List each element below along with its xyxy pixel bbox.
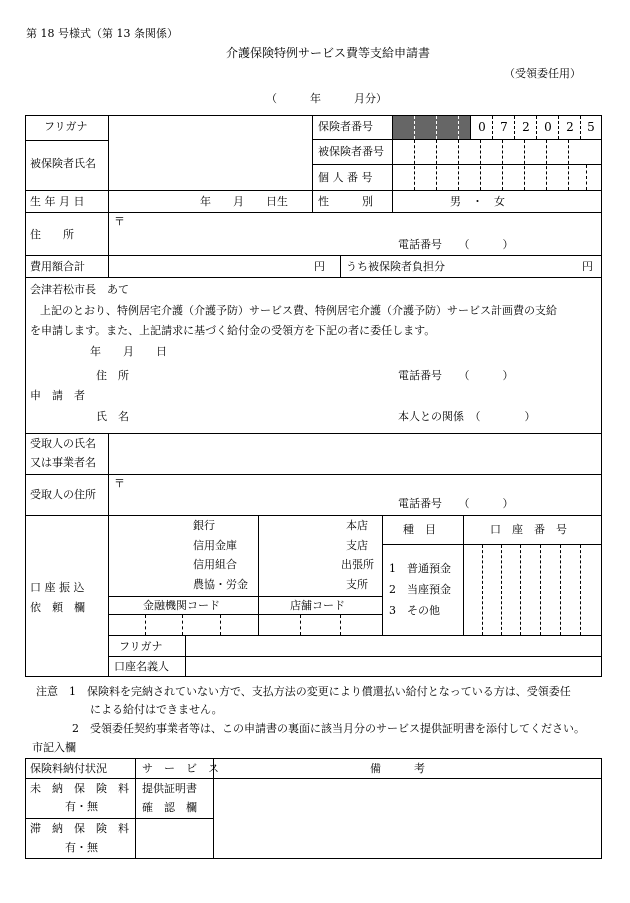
holder-name-label: 口座名義人 [114, 660, 169, 673]
note-1-line2: による給付はできません。 [90, 703, 223, 716]
remarks-label: 備 考 [370, 762, 425, 775]
kind-ordinary: 1 普通預金 [389, 562, 451, 575]
bank-type-bank: 銀行 [193, 519, 215, 532]
insured-name-label: 被保険者氏名 [30, 157, 96, 170]
delinquent-label: 滞 納 保 険 料 [30, 822, 129, 835]
insured-number-label: 被保険者番号 [318, 145, 384, 158]
application-date: 年 月 日 [90, 345, 167, 358]
recipient-name-label-1: 受取人の氏名 [30, 437, 96, 450]
insurer-digit: 2 [522, 120, 530, 134]
period: （ 年 月分） [266, 92, 387, 105]
recipient-name-label-2: 又は事業者名 [30, 456, 96, 469]
application-body-line2: を申請します。また、上記請求に基づく給付金の受領方を下記の者に委任します。 [30, 324, 436, 337]
service-label: サ ー ビ ス [142, 762, 219, 775]
applicant-name-label: 氏 名 [96, 410, 129, 423]
furigana-label: フリガナ [44, 120, 88, 133]
form-subtitle: （受領委任用） [504, 67, 581, 80]
insurer-digit: 7 [500, 120, 508, 134]
phone-label: 電話番号 （ ） [398, 238, 514, 251]
unpaid-label: 未 納 保 険 料 [30, 782, 129, 795]
city-section-label: 市記入欄 [32, 741, 76, 754]
cost-yen: 円 [314, 260, 325, 273]
cost-total-label: 費用額合計 [30, 260, 85, 273]
bank-code-label: 金融機関コード [143, 599, 220, 612]
delinquent-value: 有・無 [65, 841, 98, 854]
insurer-digit: 5 [587, 120, 595, 134]
bank-type-shinkin: 信用金庫 [193, 539, 237, 552]
birth-value: 年 月 日生 [200, 195, 288, 208]
premium-status-label: 保険料納付状況 [30, 762, 107, 775]
branch-type-office: 支所 [346, 578, 368, 591]
address-label: 住 所 [30, 228, 74, 241]
addressee: 会津若松市長 あて [30, 283, 129, 296]
applicant-phone-label: 電話番号 （ ） [398, 369, 514, 382]
applicant-label: 申 請 者 [30, 389, 85, 402]
postal-mark: 〒 [114, 215, 125, 228]
sex-value: 男 ・ 女 [450, 195, 505, 208]
recipient-postal-mark: 〒 [114, 477, 125, 490]
branch-type-branch: 支店 [346, 539, 368, 552]
sex-label: 性 別 [318, 195, 373, 208]
insurer-number-label: 保険者番号 [318, 120, 373, 133]
kind-other: 3 その他 [389, 604, 440, 617]
applicant-address-label: 住 所 [96, 369, 129, 382]
bank-section-label-1: 口 座 振 込 [30, 581, 85, 594]
copay-label: うち被保険者負担分 [346, 260, 445, 273]
copay-yen: 円 [582, 260, 593, 273]
birth-label: 生 年 月 日 [30, 195, 85, 208]
kind-current: 2 当座預金 [389, 583, 451, 596]
branch-type-sub: 出張所 [341, 558, 374, 571]
bank-type-nokyo: 農協・労金 [193, 578, 248, 591]
confirm-label: 確 認 欄 [142, 801, 197, 814]
branch-type-main: 本店 [346, 519, 368, 532]
insurer-digit: 0 [544, 120, 552, 134]
kind-label: 種 目 [403, 523, 436, 536]
note-2: 2 受領委任契約事業者等は、この申請書の裏面に該当月分のサービス提供証明書を添付してください。 [72, 722, 585, 735]
relation-label: 本人との関係 （ ） [398, 410, 536, 423]
form-title: 介護保険特例サービス費等支給申請書 [226, 46, 431, 60]
insurer-digit: 2 [566, 120, 574, 134]
personal-number-label: 個 人 番 号 [318, 171, 373, 184]
service-cert-label: 提供証明書 [142, 782, 197, 795]
form-number: 第 18 号様式（第 13 条関係） [26, 27, 178, 40]
insurer-digit: 0 [478, 120, 486, 134]
note-1-line1: 注意 1 保険料を完納されていない方で、支払方法の変更により償還払い給付となっている方は、受領委任 [36, 685, 571, 698]
recipient-phone-label: 電話番号 （ ） [398, 497, 514, 510]
recipient-address-label: 受取人の住所 [30, 488, 96, 501]
bank-type-kumiai: 信用組合 [193, 558, 237, 571]
city-table [25, 758, 602, 859]
bank-section-label-2: 依 頼 欄 [30, 601, 85, 614]
unpaid-value: 有・無 [65, 800, 98, 813]
holder-furigana-label: フリガナ [119, 640, 163, 653]
branch-code-label: 店舗コード [290, 599, 345, 612]
application-body-line1: 上記のとおり、特例居宅介護（介護予防）サービス費、特例居宅介護（介護予防）サービス計画費の支給 [40, 304, 557, 317]
account-number-label: 口 座 番 号 [490, 523, 567, 536]
